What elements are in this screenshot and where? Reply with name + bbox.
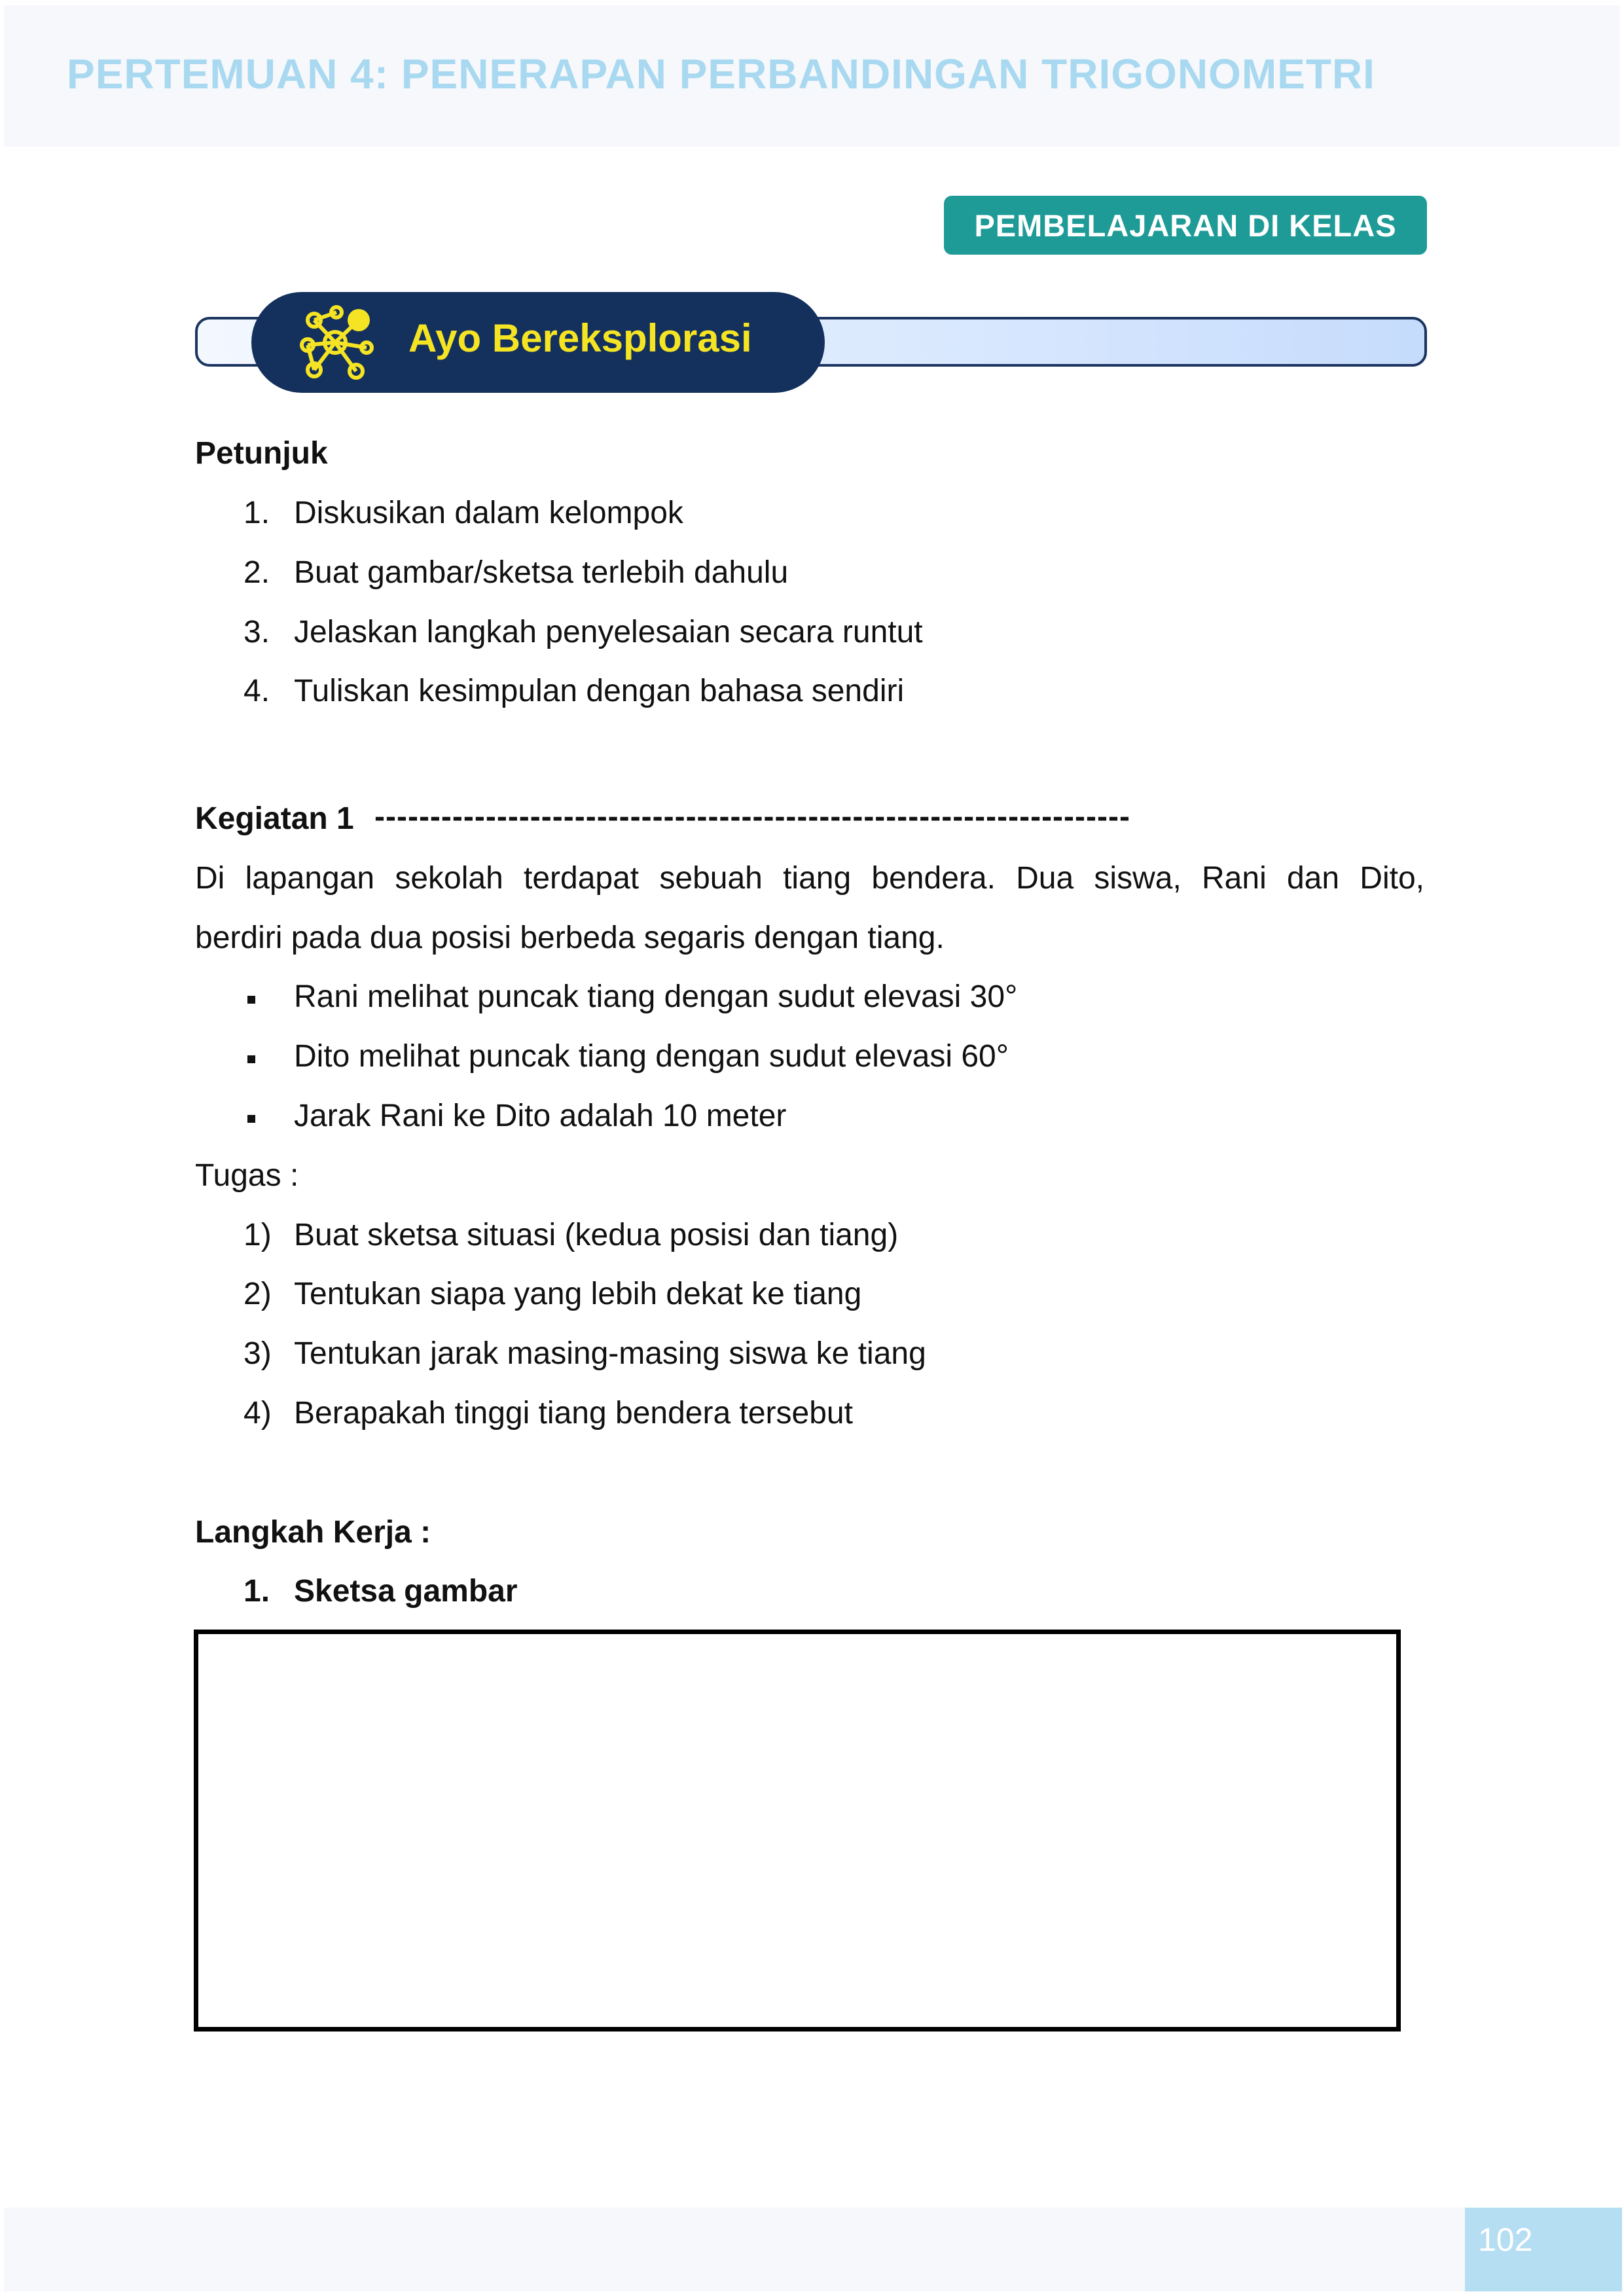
sketch-answer-box[interactable] — [194, 1630, 1401, 2032]
task-number: 3) — [244, 1336, 272, 1371]
fact-item: Jarak Rani ke Dito adalah 10 meter — [294, 1099, 787, 1133]
task-item: Tentukan siapa yang lebih dekat ke tiang — [294, 1277, 862, 1311]
list-item: Jelaskan langkah penyelesaian secara runtut — [294, 615, 923, 649]
class-learning-badge: PEMBELAJARAN DI KELAS — [944, 196, 1427, 255]
kegiatan-divider: -------------------------------------------------------------------- — [374, 799, 1130, 834]
bullet-icon — [247, 1115, 255, 1123]
molecule-network-icon — [296, 304, 381, 383]
tugas-label: Tugas : — [195, 1158, 299, 1193]
list-item: Buat gambar/sketsa terlebih dahulu — [294, 555, 789, 590]
step-title: Sketsa gambar — [294, 1574, 518, 1609]
task-item: Tentukan jarak masing-masing siswa ke tiang — [294, 1336, 926, 1371]
section-banner-pill — [251, 292, 825, 393]
task-number: 4) — [244, 1396, 272, 1430]
list-item-number: 4. — [244, 674, 270, 708]
kegiatan-intro-line-2: berdiri pada dua posisi berbeda segaris dengan tiang. — [195, 920, 945, 955]
section-banner-title: Ayo Bereksplorasi — [408, 316, 752, 360]
list-item-number: 2. — [244, 555, 270, 590]
kegiatan-heading: Kegiatan 1 — [195, 801, 354, 836]
fact-item: Rani melihat puncak tiang dengan sudut elevasi 30° — [294, 979, 1018, 1014]
fact-item: Dito melihat puncak tiang dengan sudut elevasi 60° — [294, 1039, 1009, 1074]
page-number: 102 — [1478, 2221, 1533, 2258]
task-number: 2) — [244, 1277, 272, 1311]
bullet-icon — [247, 1055, 255, 1063]
footer-band — [4, 2208, 1469, 2291]
list-item-number: 1. — [244, 496, 270, 530]
chapter-title: PERTEMUAN 4: PENERAPAN PERBANDINGAN TRIGONOMETRI — [67, 50, 1375, 98]
bullet-icon — [247, 996, 255, 1004]
list-item: Diskusikan dalam kelompok — [294, 496, 683, 530]
list-item-number: 3. — [244, 615, 270, 649]
list-item: Tuliskan kesimpulan dengan bahasa sendiri — [294, 674, 905, 708]
task-number: 1) — [244, 1218, 272, 1252]
task-item: Berapakah tinggi tiang bendera tersebut — [294, 1396, 853, 1430]
task-item: Buat sketsa situasi (kedua posisi dan tiang) — [294, 1218, 899, 1252]
step-number: 1. — [244, 1574, 270, 1609]
langkah-heading: Langkah Kerja : — [195, 1515, 431, 1550]
kegiatan-intro-line-1: Di lapangan sekolah terdapat sebuah tiang bendera. Dua siswa, Rani dan Dito, — [195, 861, 1424, 896]
petunjuk-heading: Petunjuk — [195, 436, 328, 471]
